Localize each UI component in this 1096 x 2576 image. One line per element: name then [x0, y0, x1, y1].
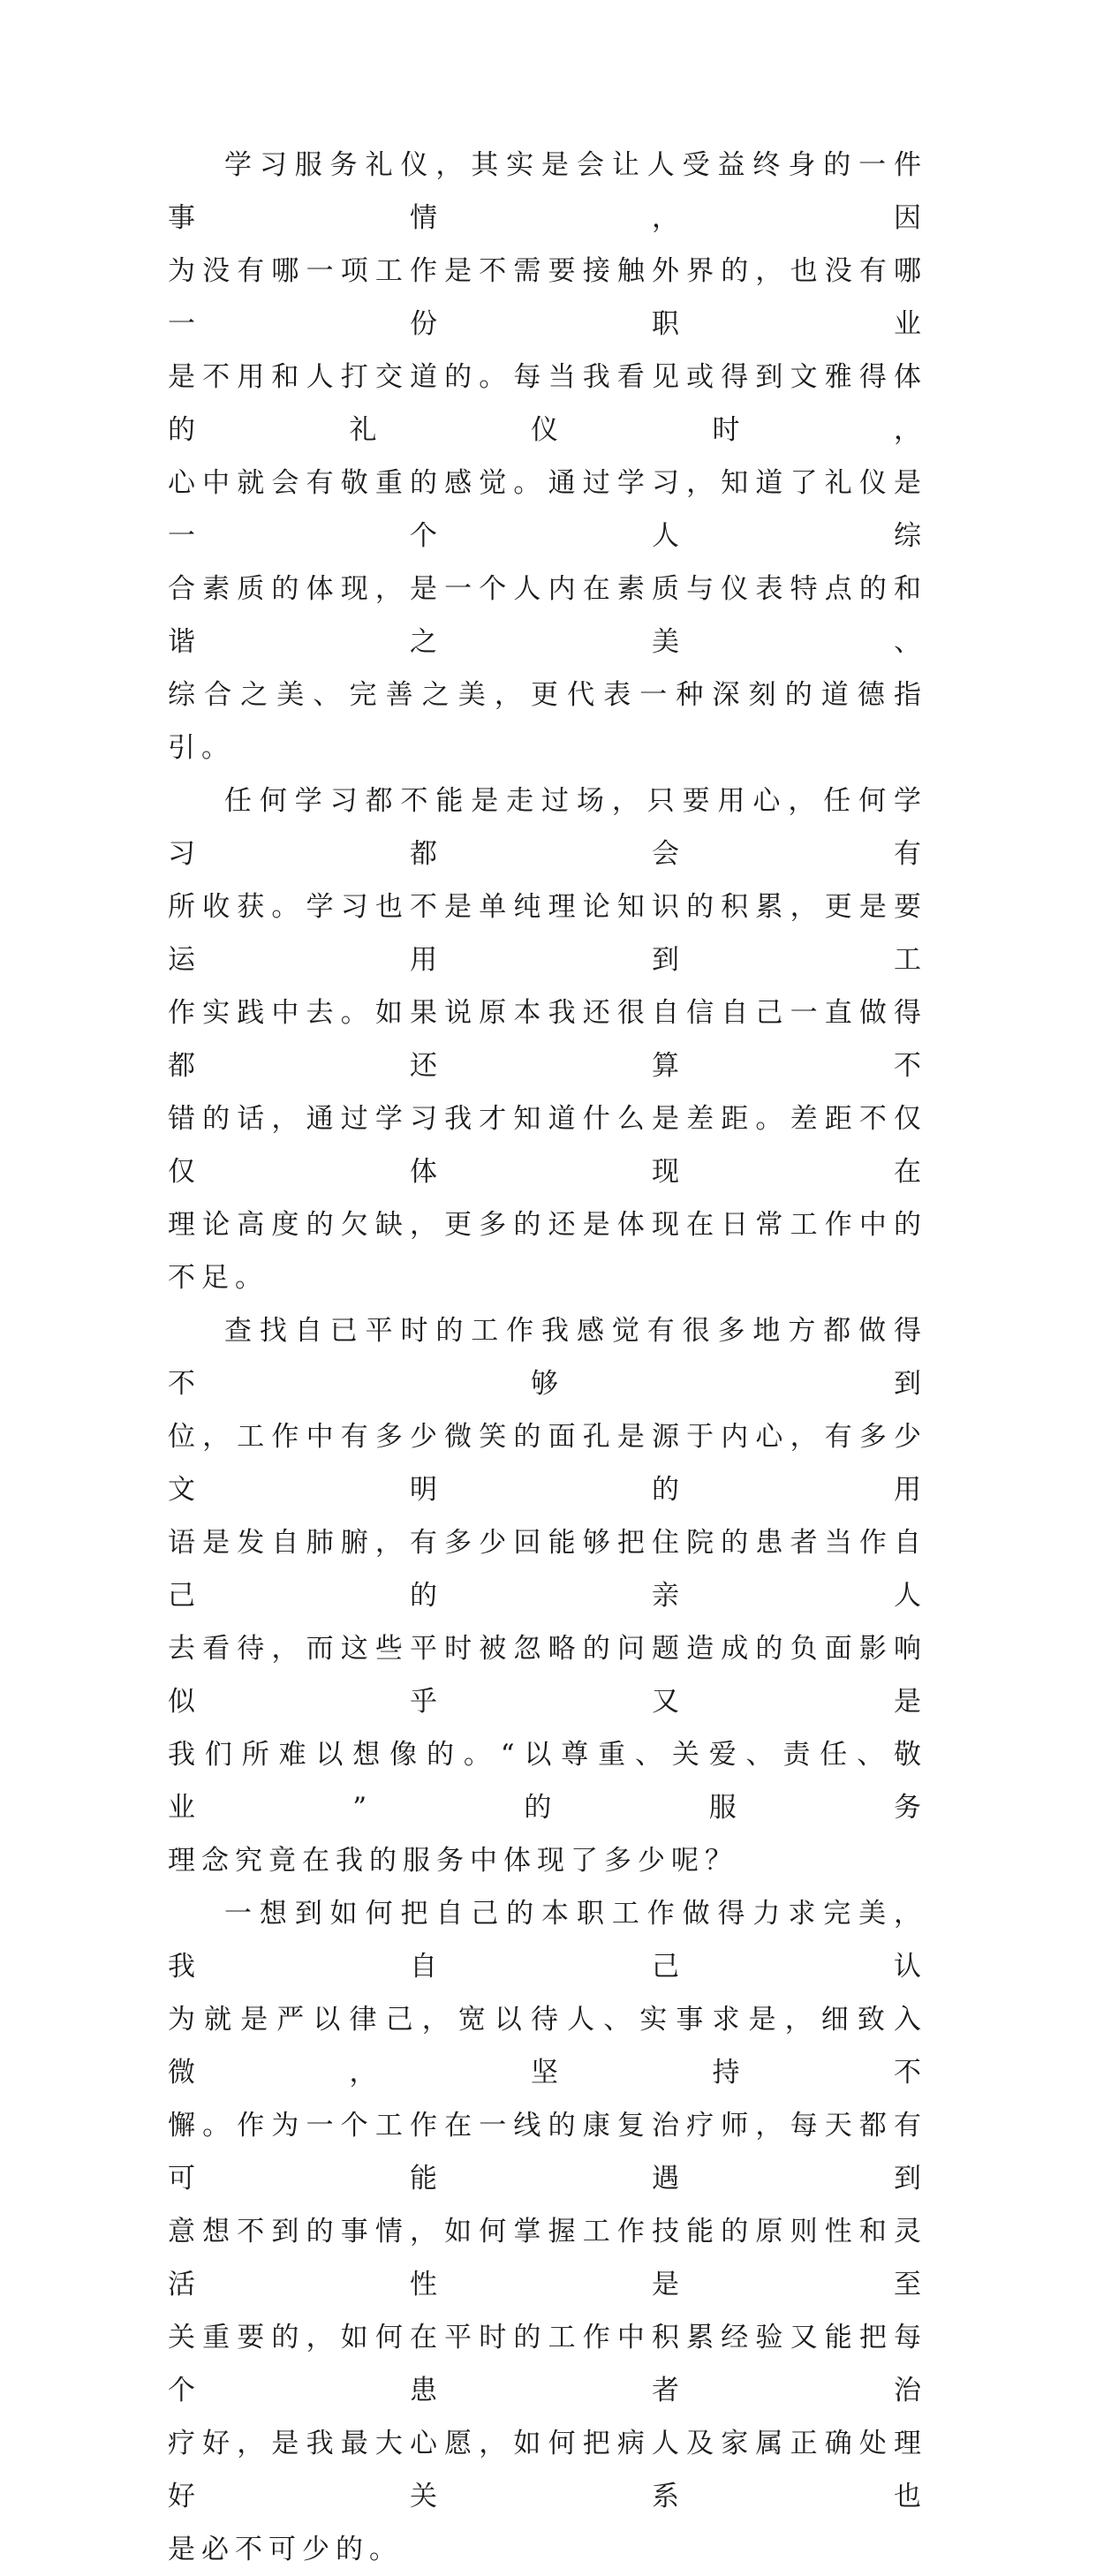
text-line: 关重要的，如何在平时的工作中积累经验又能把每个患者治 [168, 2322, 927, 2406]
text-line: 是必不可少的。 [168, 2534, 403, 2565]
text-line: 作实践中去。如果说原本我还很自信自己一直做得都还算不 [168, 997, 927, 1082]
text-line: 所收获。学习也不是单纯理论知识的积累，更是要运用到工 [168, 891, 927, 976]
text-line: 合素质的体现，是一个人内在素质与仪表特点的和谐之美、 [168, 573, 927, 658]
text-line: 位，工作中有多少微笑的面孔是源于内心，有多少文明的用 [168, 1421, 927, 1506]
text-line: 意想不到的事情，如何掌握工作技能的原则性和灵活性是至 [168, 2216, 927, 2300]
paragraph-4 [168, 1887, 927, 2576]
text-line: 是不用和人打交道的。每当我看见或得到文雅得体的礼仪时， [168, 361, 927, 446]
text-line: 心中就会有敬重的感觉。通过学习，知道了礼仪是一个人综 [168, 467, 927, 552]
text-line: 综合之美、完善之美，更代表一种深刻的道德指引。 [168, 679, 927, 764]
paragraph-1 [168, 139, 927, 774]
text-line: 去看待，而这些平时被忽略的问题造成的负面影响似乎又是 [168, 1633, 927, 1718]
text-line: 一想到如何把自己的本职工作做得力求完美，我自己认 [168, 1898, 927, 1983]
text-line: 我们所难以想像的。“以尊重、关爱、责任、敬业”的服务 [168, 1739, 927, 1824]
text-line: 为没有哪一项工作是不需要接触外界的，也没有哪一份职业 [168, 255, 927, 340]
text-line: 错的话，通过学习我才知道什么是差距。差距不仅仅体现在 [168, 1103, 927, 1188]
text-line: 理念究竟在我的服务中体现了多少呢？ [168, 1845, 738, 1877]
text-line: 任何学习都不能是走过场，只要用心，任何学习都会有 [168, 785, 927, 870]
text-line: 理论高度的欠缺，更多的还是体现在日常工作中的不足。 [168, 1209, 927, 1294]
paragraph-2 [168, 774, 927, 1304]
text-line: 疗好，是我最大心愿，如何把病人及家属正确处理好关系也 [168, 2428, 927, 2512]
text-line: 为就是严以律己，宽以待人、实事求是，细致入微，坚持不 [168, 2004, 927, 2089]
paragraph-3 [168, 1304, 927, 1887]
text-line: 学习服务礼仪，其实是会让人受益终身的一件事情，因 [168, 149, 927, 234]
document-body [168, 139, 927, 2576]
text-line: 懈。作为一个工作在一线的康复治疗师，每天都有可能遇到 [168, 2110, 927, 2195]
text-line: 查找自已平时的工作我感觉有很多地方都做得不够到 [168, 1315, 927, 1400]
text-line: 语是发自肺腑，有多少回能够把住院的患者当作自己的亲人 [168, 1527, 927, 1612]
